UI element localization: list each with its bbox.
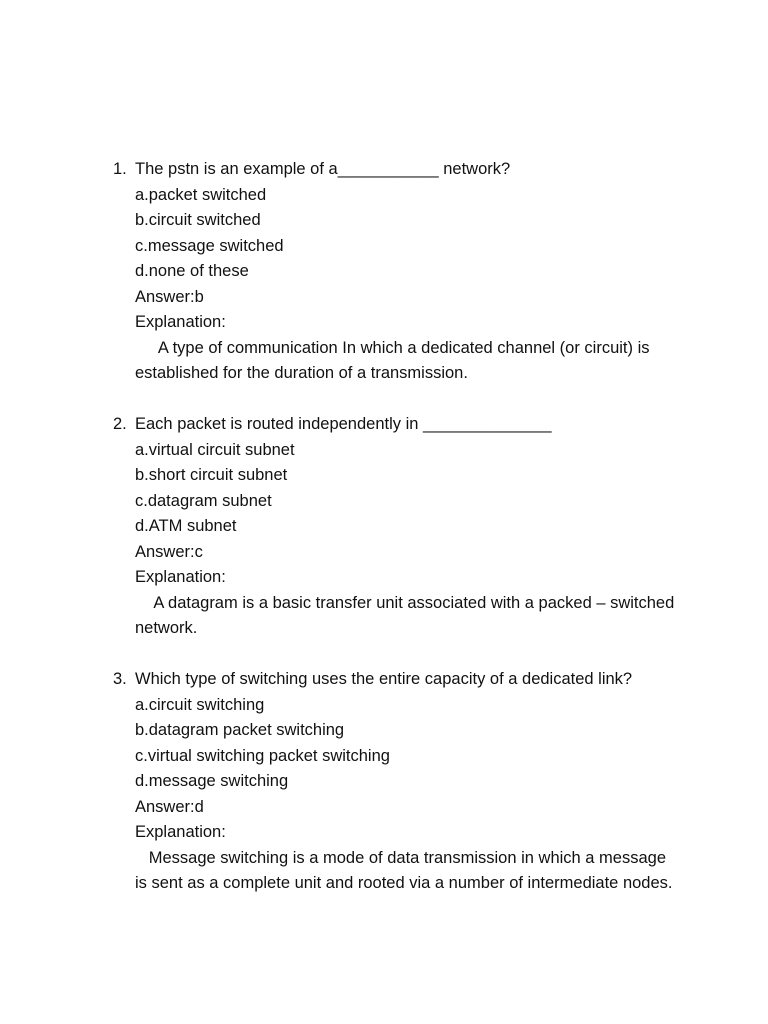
option-a: a.circuit switching xyxy=(135,695,265,714)
answer-line: Answer:b xyxy=(135,287,204,306)
option-b: b.circuit switched xyxy=(135,211,261,229)
question-number: 1. xyxy=(113,160,127,178)
answer-line: Answer:c xyxy=(135,542,203,561)
question-number: 2. xyxy=(113,415,127,433)
question-item xyxy=(0,412,679,642)
option-b: b.short circuit subnet xyxy=(135,466,288,484)
option-d: d.message switching xyxy=(135,772,289,790)
question-prompt: The pstn is an example of a___________ network? xyxy=(135,160,511,178)
question-item xyxy=(0,667,675,897)
option-d: d.ATM subnet xyxy=(135,517,237,535)
explanation-text: A datagram is a basic transfer unit associated with a packed – switched network. xyxy=(135,593,679,637)
question-prompt: Which type of switching uses the entire capacity of a dedicated link? xyxy=(135,670,633,688)
option-a: a.packet switched xyxy=(135,185,267,204)
explanation-label: Explanation: xyxy=(135,313,226,331)
question-number: 3. xyxy=(113,670,127,688)
explanation-label: Explanation: xyxy=(135,823,226,841)
answer-line: Answer:d xyxy=(135,797,204,816)
explanation-text: Message switching is a mode of data transmission in which a message is sent as a complete unit and rooted via a number of intermediate nodes. xyxy=(135,848,673,892)
option-b: b.datagram packet switching xyxy=(135,721,345,739)
explanation-label: Explanation: xyxy=(135,568,226,586)
question-item xyxy=(0,157,675,387)
option-c: c.virtual switching packet switching xyxy=(135,746,390,765)
question-prompt: Each packet is routed independently in ______________ xyxy=(135,415,552,433)
option-d: d.none of these xyxy=(135,262,249,280)
option-c: c.message switched xyxy=(135,236,284,255)
option-c: c.datagram subnet xyxy=(135,491,272,510)
explanation-text: A type of communication In which a dedicated channel (or circuit) is established for the duration of a transmission. xyxy=(135,338,655,382)
option-a: a.virtual circuit subnet xyxy=(135,440,295,459)
question-list xyxy=(0,157,768,922)
